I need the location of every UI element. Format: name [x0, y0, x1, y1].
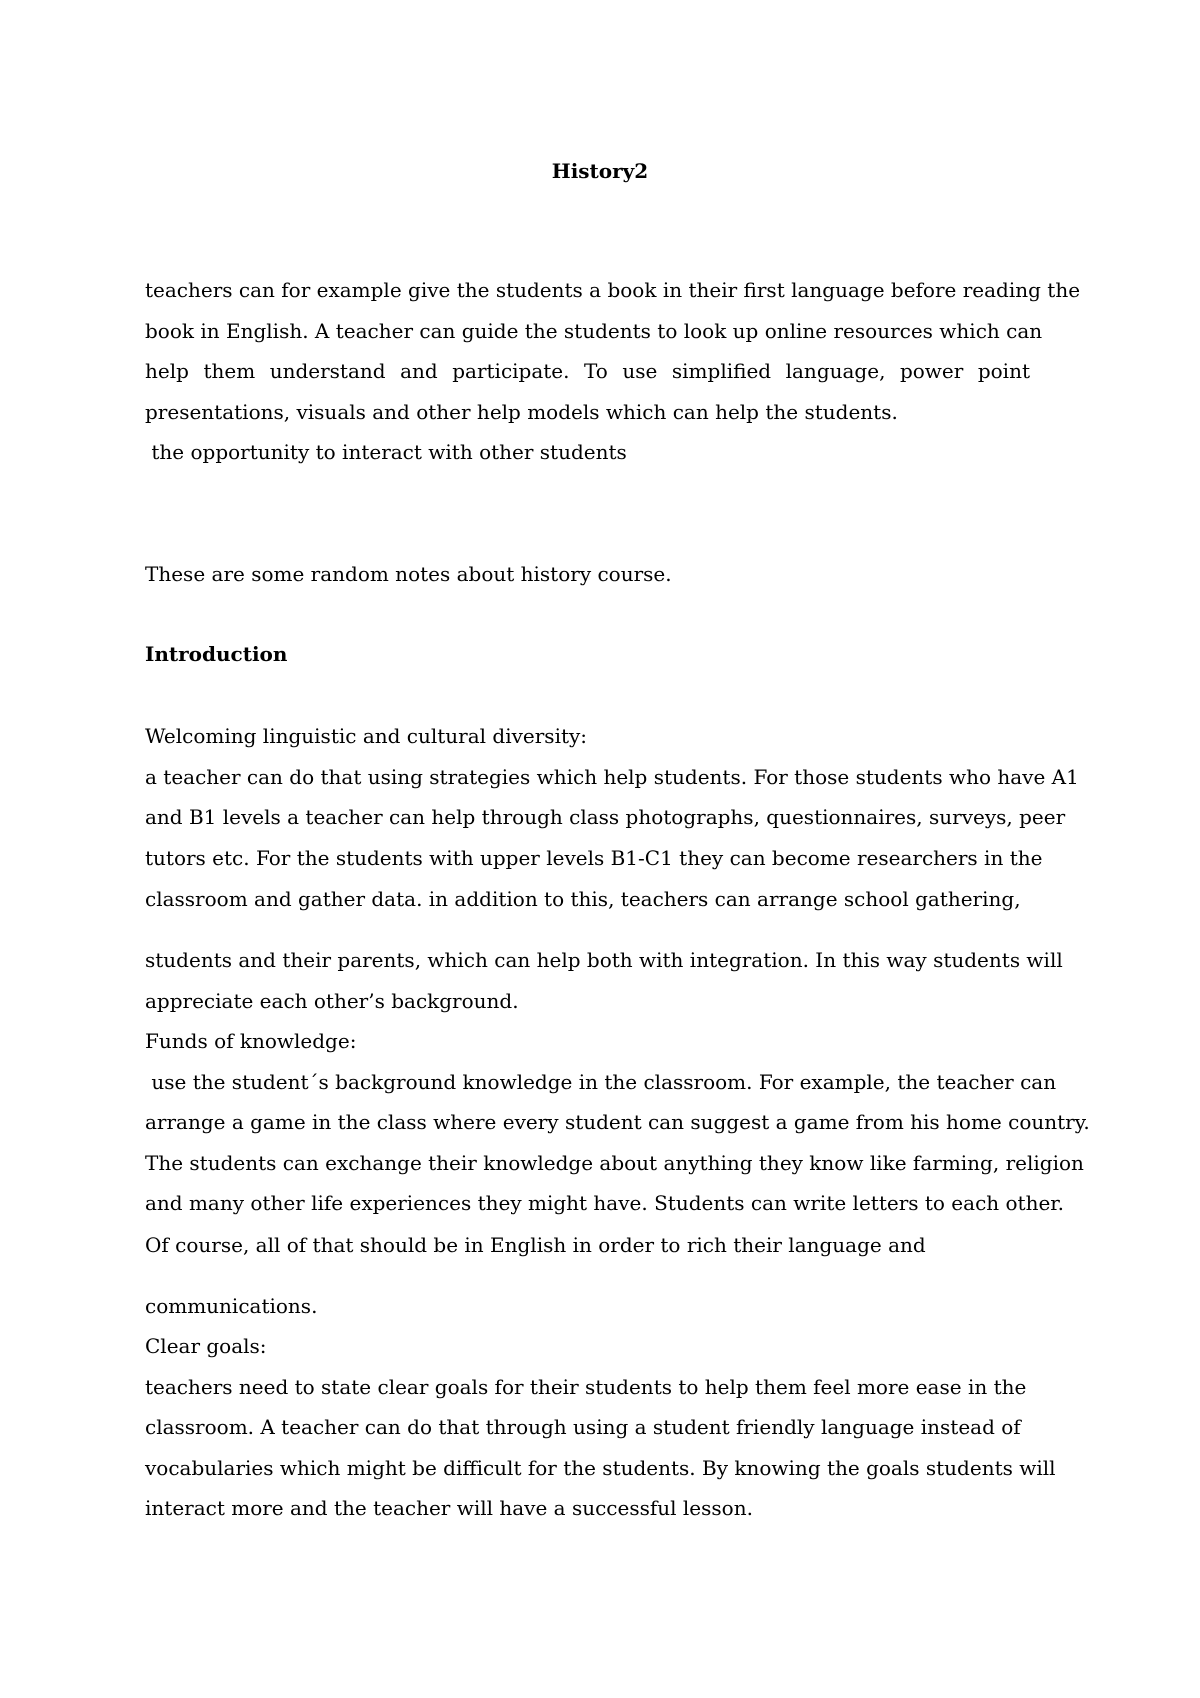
- text-line: tutors etc. For the students with upper levels B1-C1 they can become researchers in the: [145, 845, 1043, 870]
- subheading-linguistic-diversity: Welcoming linguistic and cultural diversity:: [145, 724, 588, 748]
- text-line: appreciate each other’s background.: [145, 988, 519, 1013]
- text-line: interact more and the teacher will have a successful lesson.: [145, 1496, 753, 1520]
- text-line: teachers can for example give the students a book in their first language before reading the: [145, 278, 1081, 302]
- subheading-funds-of-knowledge: Funds of knowledge:: [145, 1029, 357, 1053]
- text-line: presentations, visuals and other help models which can help the students.: [145, 399, 898, 424]
- paragraph-random-notes: These are some random notes about history course.: [145, 562, 672, 586]
- section-introduction-body: [145, 716, 1090, 1529]
- text-line: classroom and gather data. in addition to this, teachers can arrange school gathering,: [145, 887, 1021, 911]
- text-line: a teacher can do that using strategies which help students. For those students who have A1: [145, 764, 1079, 789]
- text-line: and B1 levels a teacher can help through class photographs, questionnaires, surveys, peer: [145, 805, 1066, 829]
- text-line: use the student´s background knowledge in the classroom. For example, the teacher can: [145, 1069, 1057, 1094]
- text-line: the opportunity to interact with other students: [145, 440, 627, 464]
- text-line: The students can exchange their knowledge about anything they know like farming, religion: [145, 1150, 1084, 1175]
- text-line: classroom. A teacher can do that through using a student friendly language instead of: [145, 1415, 1021, 1439]
- paragraph-intro-notes: [145, 270, 1081, 473]
- text-line: vocabularies which might be difficult for the students. By knowing the goals students will: [145, 1455, 1056, 1480]
- text-line: Of course, all of that should be in English in order to rich their language and: [145, 1232, 926, 1257]
- section-heading-introduction: Introduction: [145, 642, 288, 666]
- page-title: History2: [551, 159, 649, 183]
- text-line: book in English. A teacher can guide the students to look up online resources which can: [145, 318, 1043, 343]
- text-line: and many other life experiences they might have. Students can write letters to each other.: [145, 1191, 1065, 1215]
- text-line: help them understand and participate. To use simplified language, power point: [145, 359, 1030, 383]
- text-line: teachers need to state clear goals for their students to help them feel more ease in the: [145, 1374, 1027, 1399]
- subheading-clear-goals: Clear goals:: [145, 1334, 267, 1358]
- text-line: students and their parents, which can help both with integration. In this way students will: [145, 948, 1063, 972]
- text-line: arrange a game in the class where every student can suggest a game from his home country.: [145, 1110, 1090, 1134]
- text-line: communications.: [145, 1293, 318, 1318]
